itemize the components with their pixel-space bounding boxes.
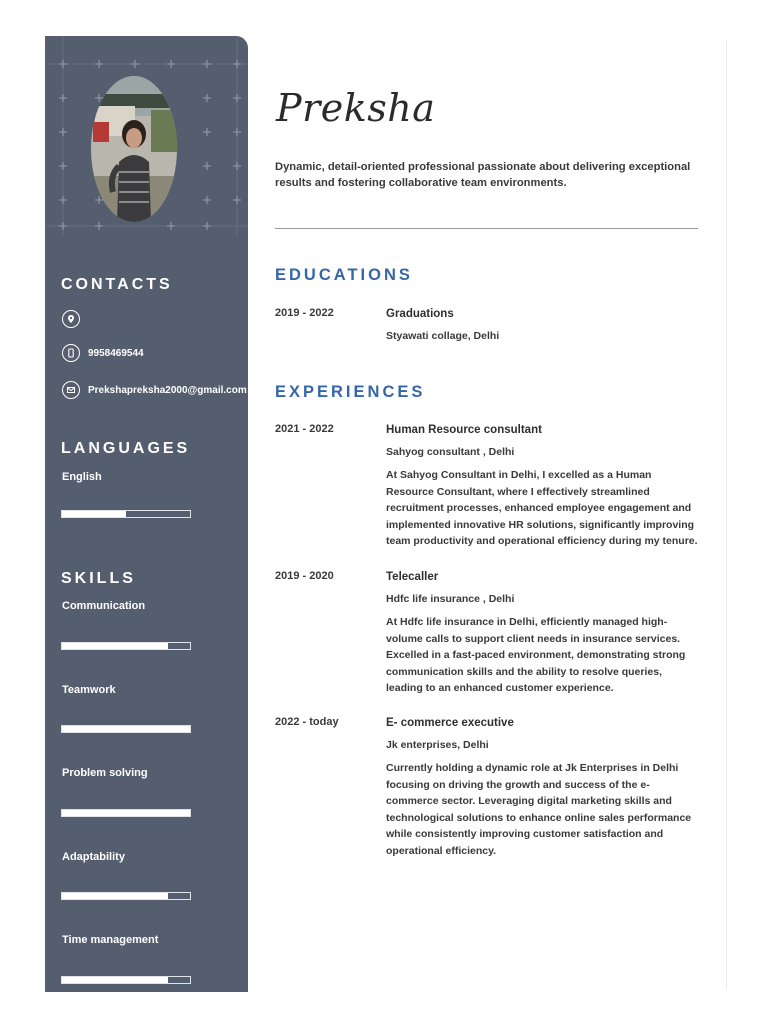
candidate-name: Preksha <box>276 86 436 130</box>
language-label: English <box>62 471 102 483</box>
skill-level-fill <box>62 977 168 983</box>
entry-title: Human Resource consultant <box>386 424 542 436</box>
header-divider <box>275 228 698 229</box>
entry-dates: 2022 - today <box>275 716 339 728</box>
language-level-bar <box>61 510 191 518</box>
languages-heading: LANGUAGES <box>61 440 191 457</box>
skill-level-fill <box>62 810 190 816</box>
entry-place: Hdfc life insurance , Delhi <box>386 593 515 605</box>
sidebar <box>45 36 248 992</box>
skill-level-fill <box>62 893 168 899</box>
education-heading: EDUCATIONS <box>275 266 413 284</box>
contact-location <box>62 310 88 328</box>
skill-label: Time management <box>62 934 159 946</box>
entry-body <box>386 570 700 697</box>
phone-number[interactable]: 9958469544 <box>88 347 144 359</box>
skill-label: Teamwork <box>62 684 116 696</box>
skill-label: Problem solving <box>62 767 148 779</box>
profile-photo <box>91 76 177 222</box>
email-address[interactable]: Prekshapreksha2000@gmail.com <box>88 384 247 396</box>
skill-level-fill <box>62 726 190 732</box>
contacts-heading: CONTACTS <box>61 276 173 293</box>
entry-dates: 2019 - 2022 <box>275 307 334 319</box>
entry-body <box>386 423 700 550</box>
experience-heading: EXPERIENCES <box>275 383 426 401</box>
phone-icon <box>62 344 80 362</box>
entry-place: Sahyog consultant , Delhi <box>386 446 515 458</box>
skill-label: Communication <box>62 600 146 612</box>
entry-place: Jk enterprises, Delhi <box>386 739 489 751</box>
skill-level-bar <box>61 642 191 650</box>
contact-email <box>62 381 247 399</box>
skill-level-fill <box>62 643 168 649</box>
entry-title: E- commerce executive <box>386 717 514 729</box>
skill-label: Adaptability <box>62 851 125 863</box>
profile-summary: Dynamic, detail-oriented professional passionate about delivering exceptional results and fostering collaborative team environments. <box>275 161 691 189</box>
entry-dates: 2021 - 2022 <box>275 423 334 435</box>
location-pin-icon <box>62 310 80 328</box>
entry-description: At Sahyog Consultant in Delhi, I excelled as a Human Resource Consultant, where I effectively streamlined recruitment processes, enhanced employee engagement and implemented innovative HR solutions, significantly improving team productivity and operational efficiency during my tenure. <box>386 469 698 547</box>
language-level-fill <box>62 511 126 517</box>
skill-level-bar <box>61 976 191 984</box>
email-icon <box>62 381 80 399</box>
page-edge <box>726 40 727 990</box>
entry-dates: 2019 - 2020 <box>275 570 334 582</box>
entry-title: Telecaller <box>386 571 439 583</box>
contact-phone <box>62 344 144 362</box>
entry-body <box>386 716 700 859</box>
skill-level-bar <box>61 809 191 817</box>
skill-level-bar <box>61 892 191 900</box>
entry-description: Currently holding a dynamic role at Jk Enterprises in Delhi focusing on driving the growth and success of the e-commerce sector. Leveraging digital marketing skills and technological solutions to enhance online sales performance while consistently improving customer satisfaction and operational efficiency. <box>386 762 692 857</box>
entry-title: Graduations <box>386 308 454 320</box>
entry-description: At Hdfc life insurance in Delhi, efficiently managed high-volume calls to support client needs in insurance services. Excelled in a fast-paced environment, demonstrating strong communication skills and the ability to resolve queries, leading to an enhanced customer experience. <box>386 616 686 694</box>
entry-place: Styawati collage, Delhi <box>386 330 500 342</box>
skill-level-bar <box>61 725 191 733</box>
entry-body <box>386 307 700 343</box>
skills-heading: SKILLS <box>61 570 136 587</box>
